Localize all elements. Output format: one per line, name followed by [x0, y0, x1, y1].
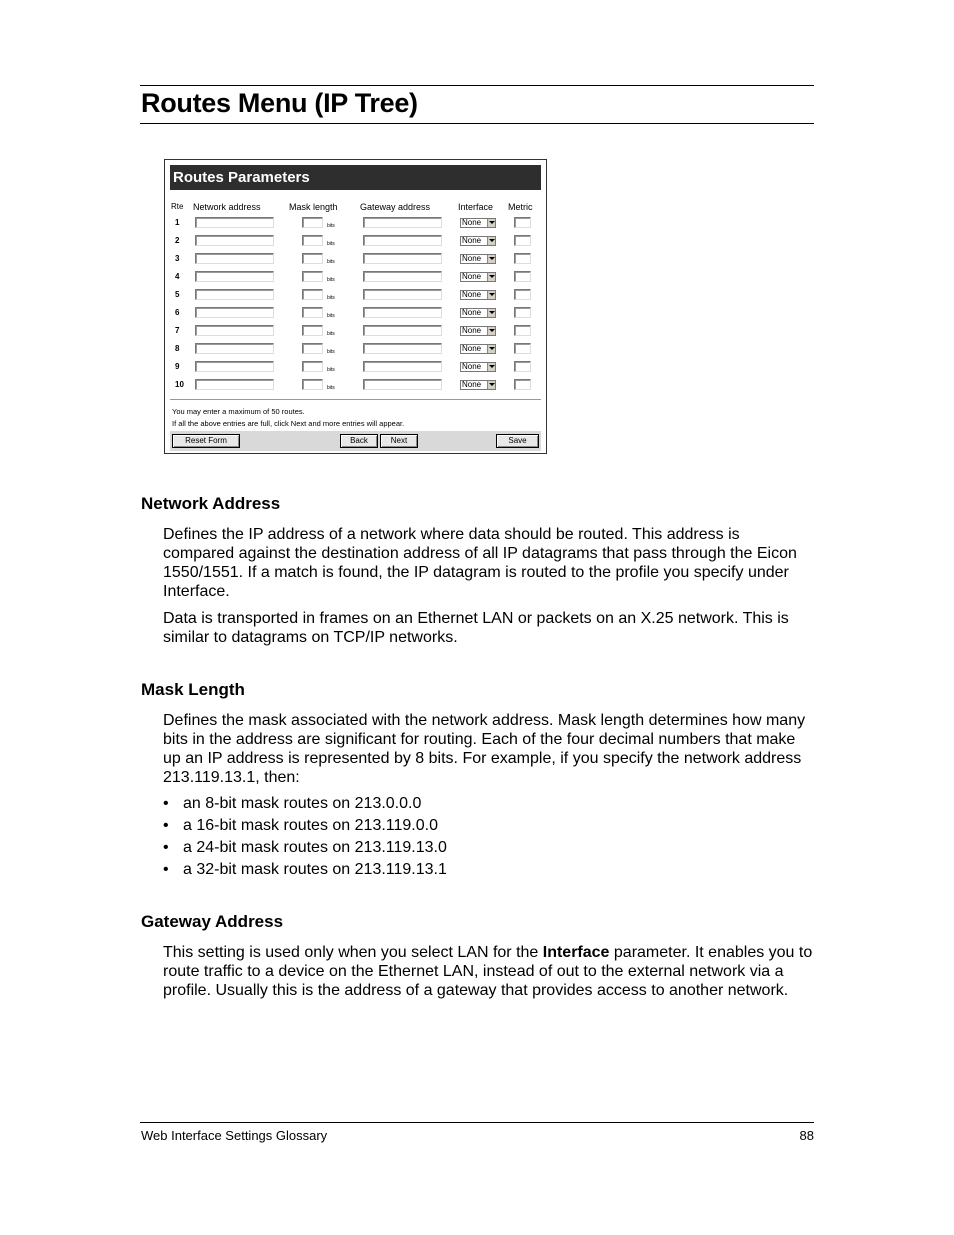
- metric-input[interactable]: [514, 361, 531, 372]
- gateway-address-input[interactable]: [363, 271, 442, 282]
- network-address-input[interactable]: [195, 289, 274, 300]
- col-network-address: Network address: [193, 202, 261, 212]
- col-rte: Rte: [171, 202, 184, 211]
- chevron-down-icon[interactable]: [487, 309, 495, 317]
- interface-select[interactable]: [460, 308, 496, 318]
- interface-select[interactable]: [460, 326, 496, 336]
- bits-unit-label: bits: [327, 295, 335, 301]
- mask-length-input[interactable]: [302, 325, 323, 336]
- gateway-address-input[interactable]: [363, 361, 442, 372]
- mask-length-paragraph: Defines the mask associated with the network address. Mask length determines how many bits in the address are significant for routing. Each of the four decimal numbers that make up an IP address is represented by 8 bits. For example, if you specify the network address 213.119.13.1, then:: [163, 712, 806, 786]
- network-address-input[interactable]: [195, 325, 274, 336]
- interface-select[interactable]: [460, 290, 496, 300]
- bits-unit-label: bits: [327, 367, 335, 373]
- network-address-paragraph-1: Defines the IP address of a network where data should be routed. This address is compared against the destination address of all IP datagrams that pass through the Eicon 1550/1551. If a match is found, the IP datagram is routed to the profile you specify under Interface.: [163, 526, 797, 600]
- list-item: • a 32-bit mask routes on 213.119.13.1: [163, 859, 803, 881]
- metric-input[interactable]: [514, 253, 531, 264]
- interface-select[interactable]: [460, 380, 496, 390]
- bits-unit-label: bits: [327, 223, 335, 229]
- chevron-down-icon[interactable]: [487, 291, 495, 299]
- interface-term: Interface: [542, 944, 610, 961]
- route-number: 8: [175, 344, 180, 353]
- route-number: 7: [175, 326, 180, 335]
- list-item: • a 24-bit mask routes on 213.119.13.0: [163, 837, 803, 859]
- network-address-input[interactable]: [195, 235, 274, 246]
- form-button-bar: [170, 431, 541, 451]
- page-title: Routes Menu (IP Tree): [141, 88, 418, 118]
- gateway-address-heading: Gateway Address: [141, 912, 284, 931]
- chevron-down-icon[interactable]: [487, 219, 495, 227]
- network-address-input[interactable]: [195, 343, 274, 354]
- gateway-address-input[interactable]: [363, 379, 442, 390]
- form-note-max-routes: You may enter a maximum of 50 routes.: [172, 407, 305, 416]
- save-button[interactable]: Save: [496, 434, 539, 448]
- col-metric: Metric: [508, 202, 533, 212]
- bits-unit-label: bits: [327, 349, 335, 355]
- bits-unit-label: bits: [327, 331, 335, 337]
- mask-length-input[interactable]: [302, 271, 323, 282]
- chevron-down-icon[interactable]: [487, 363, 495, 371]
- gateway-text-after: parameter. It enables you to route traffic to a device on the Ethernet LAN, instead of out to the external network via a profile. Usually this is the address of a gateway that provides access to another network.: [163, 944, 813, 999]
- footer-rule: [140, 1122, 814, 1123]
- metric-input[interactable]: [514, 289, 531, 300]
- chevron-down-icon[interactable]: [487, 255, 495, 263]
- mask-length-input[interactable]: [302, 379, 323, 390]
- mask-length-input[interactable]: [302, 217, 323, 228]
- route-number: 2: [175, 236, 180, 245]
- mask-length-heading: Mask Length: [141, 680, 245, 699]
- col-interface: Interface: [458, 202, 494, 212]
- route-number: 6: [175, 308, 180, 317]
- gateway-address-input[interactable]: [363, 217, 442, 228]
- next-button[interactable]: Next: [380, 434, 418, 448]
- metric-input[interactable]: [514, 235, 531, 246]
- col-mask-length: Mask length: [289, 202, 338, 212]
- mask-length-input[interactable]: [302, 307, 323, 318]
- gateway-address-input[interactable]: [363, 253, 442, 264]
- chevron-down-icon[interactable]: [487, 345, 495, 353]
- bits-unit-label: bits: [327, 385, 335, 391]
- gateway-address-input[interactable]: [363, 289, 442, 300]
- interface-select[interactable]: [460, 218, 496, 228]
- mask-length-input[interactable]: [302, 289, 323, 300]
- bits-unit-label: bits: [327, 277, 335, 283]
- gateway-address-input[interactable]: [363, 343, 442, 354]
- route-number: 5: [175, 290, 180, 299]
- network-address-input[interactable]: [195, 253, 274, 264]
- metric-input[interactable]: [514, 379, 531, 390]
- metric-input[interactable]: [514, 217, 531, 228]
- reset-form-button[interactable]: Reset Form: [172, 434, 240, 448]
- network-address-input[interactable]: [195, 361, 274, 372]
- bits-unit-label: bits: [327, 241, 335, 247]
- interface-select-value: None: [462, 236, 482, 245]
- network-address-input[interactable]: [195, 217, 274, 228]
- list-item: • an 8-bit mask routes on 213.0.0.0: [163, 793, 803, 815]
- mask-length-input[interactable]: [302, 253, 323, 264]
- network-address-input[interactable]: [195, 379, 274, 390]
- interface-select[interactable]: [460, 236, 496, 246]
- metric-input[interactable]: [514, 271, 531, 282]
- form-title: Routes Parameters: [170, 165, 541, 190]
- interface-select-value: None: [462, 344, 482, 353]
- form-divider: [170, 399, 541, 400]
- metric-input[interactable]: [514, 307, 531, 318]
- interface-select[interactable]: [460, 344, 496, 354]
- gateway-address-input[interactable]: [363, 307, 442, 318]
- mask-length-input[interactable]: [302, 361, 323, 372]
- interface-select-value: None: [462, 290, 482, 299]
- page-number: 88: [799, 1128, 814, 1143]
- interface-select-value: None: [462, 326, 482, 335]
- routes-parameters-screenshot: [164, 159, 547, 454]
- footer-doc-title: Web Interface Settings Glossary: [141, 1128, 328, 1143]
- gateway-address-input[interactable]: [363, 235, 442, 246]
- route-number: 1: [175, 218, 180, 227]
- col-gateway-address: Gateway address: [360, 202, 431, 212]
- route-number: 10: [175, 380, 184, 389]
- interface-select-value: None: [462, 272, 482, 281]
- chevron-down-icon[interactable]: [487, 381, 495, 389]
- chevron-down-icon[interactable]: [487, 237, 495, 245]
- mask-length-input[interactable]: [302, 343, 323, 354]
- gateway-address-input[interactable]: [363, 325, 442, 336]
- form-note-next: If all the above entries are full, click Next and more entries will appear.: [172, 419, 405, 428]
- gateway-address-paragraph: [163, 943, 815, 1000]
- metric-input[interactable]: [514, 343, 531, 354]
- route-number: 3: [175, 254, 180, 263]
- chevron-down-icon[interactable]: [487, 327, 495, 335]
- interface-select[interactable]: [460, 362, 496, 372]
- interface-select-value: None: [462, 380, 482, 389]
- interface-select-value: None: [462, 218, 482, 227]
- interface-select-value: None: [462, 362, 482, 371]
- title-rule-bottom: [140, 123, 814, 124]
- gateway-text-before: This setting is used only when you select LAN for the: [163, 944, 543, 961]
- interface-select-value: None: [462, 308, 482, 317]
- chevron-down-icon[interactable]: [487, 273, 495, 281]
- interface-select[interactable]: [460, 254, 496, 264]
- bits-unit-label: bits: [327, 313, 335, 319]
- route-number: 4: [175, 272, 180, 281]
- network-address-input[interactable]: [195, 307, 274, 318]
- network-address-input[interactable]: [195, 271, 274, 282]
- interface-select[interactable]: [460, 272, 496, 282]
- metric-input[interactable]: [514, 325, 531, 336]
- route-number: 9: [175, 362, 180, 371]
- mask-length-bullets: [163, 793, 803, 881]
- mask-length-input[interactable]: [302, 235, 323, 246]
- network-address-paragraph-2: Data is transported in frames on an Ethernet LAN or packets on an X.25 network. This is similar to datagrams on TCP/IP networks.: [163, 610, 789, 646]
- interface-select-value: None: [462, 254, 482, 263]
- list-item: • a 16-bit mask routes on 213.119.0.0: [163, 815, 803, 837]
- network-address-heading: Network Address: [141, 494, 281, 513]
- bits-unit-label: bits: [327, 259, 335, 265]
- back-button[interactable]: Back: [340, 434, 378, 448]
